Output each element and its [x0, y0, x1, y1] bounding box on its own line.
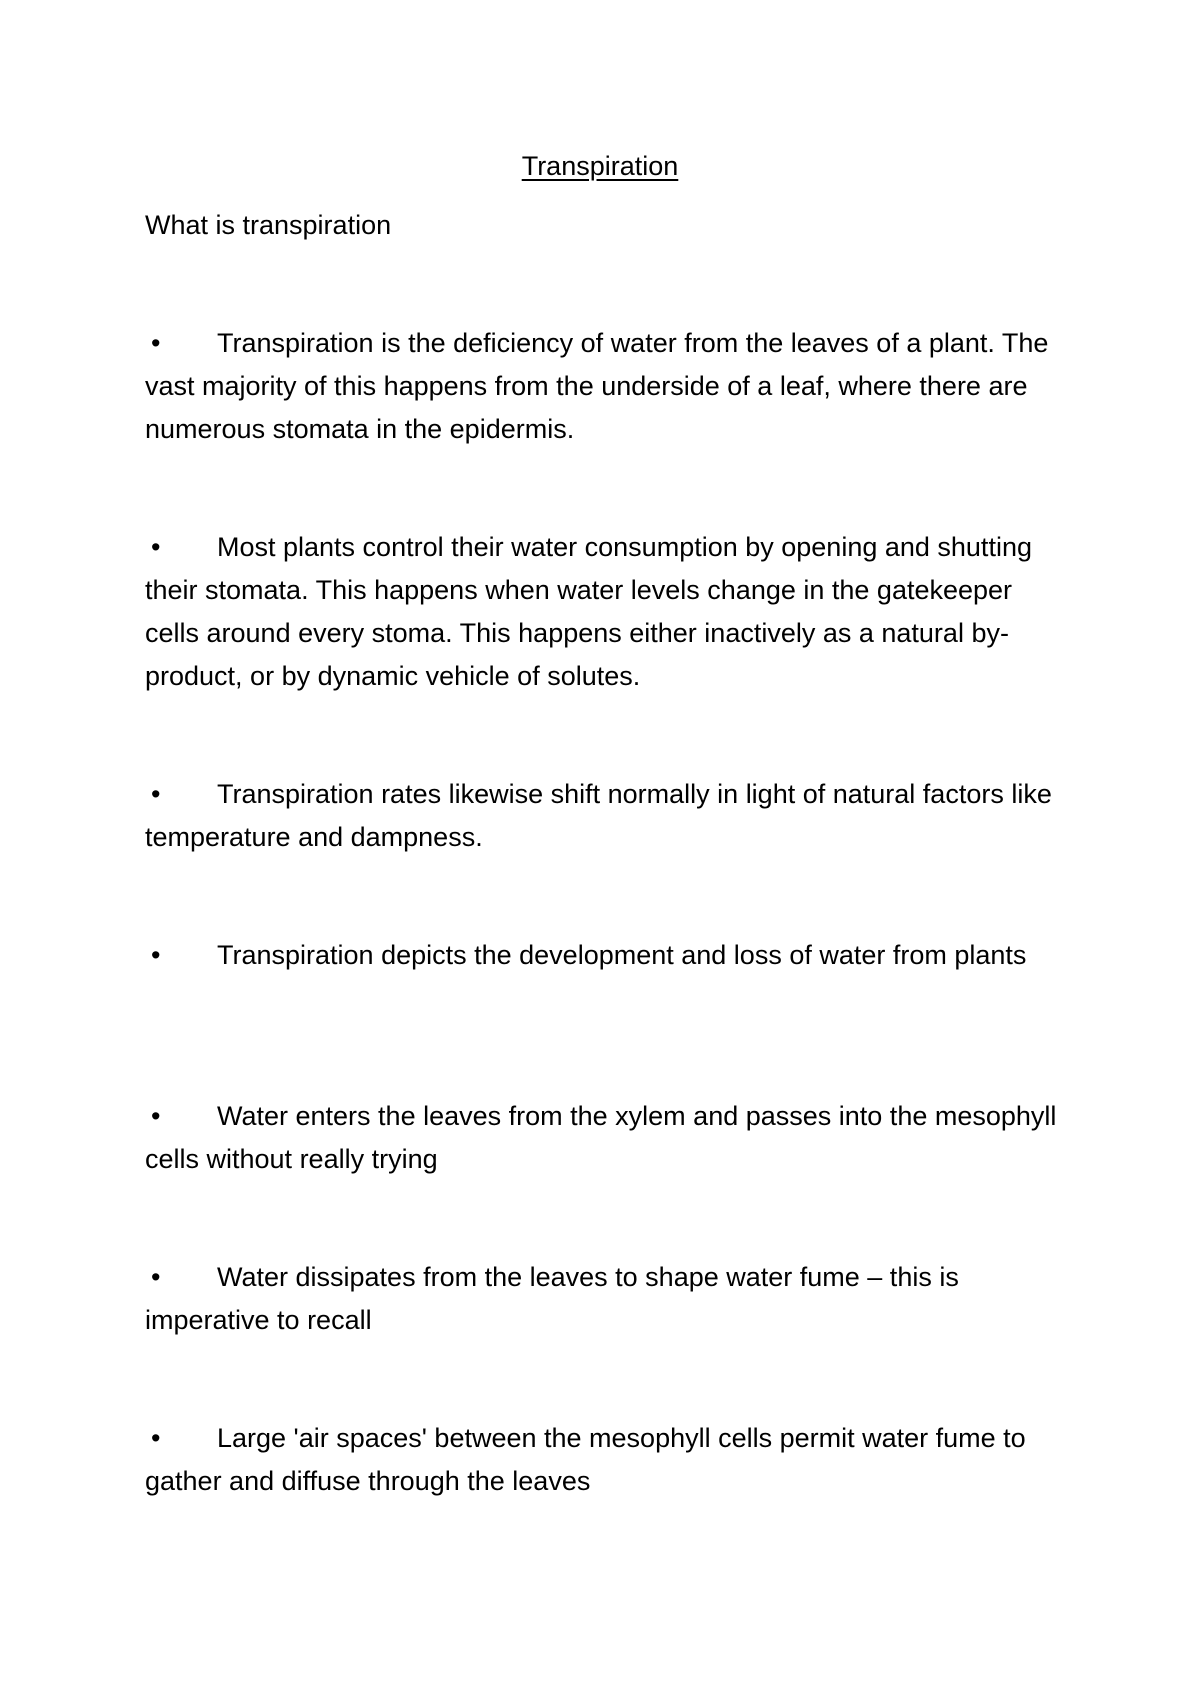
bullet-icon: •	[151, 940, 161, 970]
list-item-text: Transpiration rates likewise shift normally in light of natural factors like temperature and dampness.	[145, 779, 1052, 852]
list-item	[145, 934, 1065, 977]
bullet-icon: •	[151, 779, 161, 809]
list-item	[145, 1417, 1065, 1503]
list-item	[145, 773, 1065, 859]
list-item-text: Large 'air spaces' between the mesophyll cells permit water fume to gather and diffuse through the leaves	[145, 1423, 1026, 1496]
list-item-text: Transpiration depicts the development and loss of water from plants	[217, 940, 1027, 970]
list-item	[145, 526, 1065, 698]
list-item	[145, 322, 1065, 451]
bullet-icon: •	[151, 328, 161, 358]
list-item-text: Water dissipates from the leaves to shape water fume – this is imperative to recall	[145, 1262, 959, 1335]
list-item-text: Transpiration is the deficiency of water from the leaves of a plant. The vast majority of this happens from the underside of a leaf, where there are numerous stomata in the epidermis.	[145, 328, 1049, 444]
list-item-text: Water enters the leaves from the xylem and passes into the mesophyll cells without really trying	[145, 1101, 1057, 1174]
page-title: Transpiration	[521, 151, 679, 181]
list-item	[145, 1095, 1065, 1181]
list-item	[145, 1256, 1065, 1342]
section-heading: What is transpiration	[145, 210, 392, 240]
bullet-icon: •	[151, 1423, 161, 1453]
bullet-icon: •	[151, 1262, 161, 1292]
bullet-icon: •	[151, 532, 161, 562]
list-item-text: Most plants control their water consumption by opening and shutting their stomata. This happens when water levels change in the gatekeeper cells around every stoma. This happens either inactively as a natural by-product, or by dynamic vehicle of solutes.	[145, 532, 1032, 691]
bullet-icon: •	[151, 1101, 161, 1131]
